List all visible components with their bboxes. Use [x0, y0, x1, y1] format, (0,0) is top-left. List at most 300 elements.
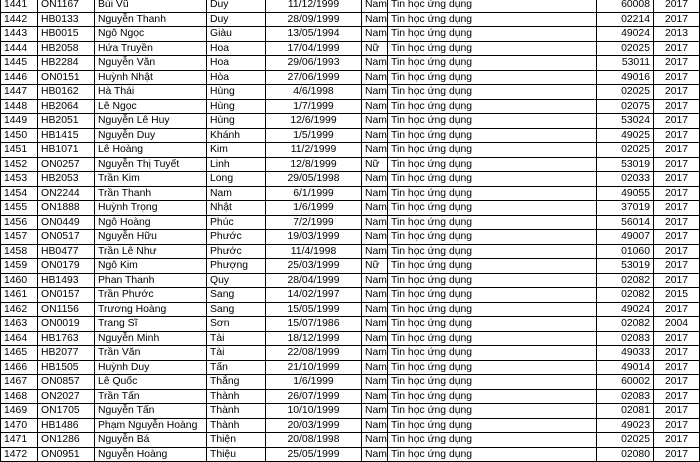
gender-cell: Nam — [362, 230, 388, 245]
given-name-cell: Sang — [207, 288, 266, 303]
code-cell: 49024 — [597, 302, 654, 317]
row-number-cell: 1464 — [1, 331, 38, 346]
birth-date-cell: 21/10/1999 — [266, 360, 362, 375]
major-cell: Tin học ứng dụng — [388, 143, 597, 158]
student-id-cell: HB0162 — [38, 85, 95, 100]
given-name-cell: Linh — [207, 157, 266, 172]
surname-cell: Nguyễn Lê Huy — [95, 114, 207, 129]
birth-date-cell: 28/04/1999 — [266, 273, 362, 288]
code-cell: 02082 — [597, 273, 654, 288]
major-cell: Tin học ứng dụng — [388, 230, 597, 245]
surname-cell: Trần Phước — [95, 288, 207, 303]
year-cell: 2017 — [654, 331, 700, 346]
student-id-cell: ON0157 — [38, 288, 95, 303]
birth-date-cell: 20/08/1998 — [266, 433, 362, 448]
table-row — [1, 85, 700, 100]
given-name-cell: Sơn — [207, 317, 266, 332]
given-name-cell: Phượng — [207, 259, 266, 274]
year-cell: 2017 — [654, 215, 700, 230]
given-name-cell: Nhật — [207, 201, 266, 216]
given-name-cell: Thành — [207, 404, 266, 419]
given-name-cell: Tấn — [207, 360, 266, 375]
year-cell: 2017 — [654, 375, 700, 390]
table-row — [1, 389, 700, 404]
given-name-cell: Long — [207, 172, 266, 187]
birth-date-cell: 26/07/1999 — [266, 389, 362, 404]
table-row — [1, 447, 700, 462]
year-cell: 2017 — [654, 244, 700, 259]
gender-cell: Nam — [362, 375, 388, 390]
year-cell: 2017 — [654, 346, 700, 361]
given-name-cell: Phúc — [207, 215, 266, 230]
given-name-cell: Sang — [207, 302, 266, 317]
code-cell: 53019 — [597, 157, 654, 172]
given-name-cell: Thiện — [207, 433, 266, 448]
row-number-cell: 1459 — [1, 259, 38, 274]
code-cell: 56014 — [597, 215, 654, 230]
table-row — [1, 186, 700, 201]
surname-cell: Trần Thanh — [95, 186, 207, 201]
student-id-cell: HB0477 — [38, 244, 95, 259]
year-cell: 2017 — [654, 259, 700, 274]
student-id-cell: ON2244 — [38, 186, 95, 201]
major-cell: Tin học ứng dụng — [388, 186, 597, 201]
roster-body — [1, 0, 700, 462]
gender-cell: Nữ — [362, 157, 388, 172]
gender-cell: Nam — [362, 331, 388, 346]
birth-date-cell: 11/12/1999 — [266, 0, 362, 12]
major-cell: Tin học ứng dụng — [388, 70, 597, 85]
gender-cell: Nam — [362, 143, 388, 158]
major-cell: Tin học ứng dụng — [388, 360, 597, 375]
code-cell: 02082 — [597, 288, 654, 303]
table-row — [1, 99, 700, 114]
student-id-cell: ON1705 — [38, 404, 95, 419]
table-row — [1, 404, 700, 419]
surname-cell: Nguyễn Hữu — [95, 230, 207, 245]
major-cell: Tin học ứng dụng — [388, 114, 597, 129]
major-cell: Tin học ứng dụng — [388, 389, 597, 404]
major-cell: Tin học ứng dụng — [388, 273, 597, 288]
year-cell: 2015 — [654, 288, 700, 303]
year-cell: 2017 — [654, 273, 700, 288]
given-name-cell: Hùng — [207, 85, 266, 100]
code-cell: 02083 — [597, 389, 654, 404]
row-number-cell: 1446 — [1, 70, 38, 85]
gender-cell: Nam — [362, 317, 388, 332]
table-row — [1, 157, 700, 172]
major-cell: Tin học ứng dụng — [388, 331, 597, 346]
row-number-cell: 1455 — [1, 201, 38, 216]
code-cell: 53011 — [597, 56, 654, 71]
birth-date-cell: 13/05/1994 — [266, 27, 362, 42]
student-id-cell: HB2053 — [38, 172, 95, 187]
table-row — [1, 56, 700, 71]
year-cell: 2017 — [654, 56, 700, 71]
year-cell: 2017 — [654, 143, 700, 158]
row-number-cell: 1466 — [1, 360, 38, 375]
row-number-cell: 1457 — [1, 230, 38, 245]
year-cell: 2017 — [654, 230, 700, 245]
birth-date-cell: 19/03/1999 — [266, 230, 362, 245]
student-id-cell: HB1505 — [38, 360, 95, 375]
student-id-cell: ON0019 — [38, 317, 95, 332]
code-cell: 02083 — [597, 331, 654, 346]
birth-date-cell: 29/05/1998 — [266, 172, 362, 187]
surname-cell: Hứa Truyền — [95, 41, 207, 56]
row-number-cell: 1462 — [1, 302, 38, 317]
table-row — [1, 12, 700, 27]
surname-cell: Huỳnh Trọng — [95, 201, 207, 216]
code-cell: 02025 — [597, 143, 654, 158]
table-row — [1, 433, 700, 448]
birth-date-cell: 15/05/1999 — [266, 302, 362, 317]
student-id-cell: ON0179 — [38, 259, 95, 274]
gender-cell: Nữ — [362, 259, 388, 274]
given-name-cell: Thiệu — [207, 447, 266, 462]
row-number-cell: 1451 — [1, 143, 38, 158]
surname-cell: Huỳnh Nhật — [95, 70, 207, 85]
major-cell: Tin học ứng dụng — [388, 157, 597, 172]
surname-cell: Phan Thanh — [95, 273, 207, 288]
gender-cell: Nam — [362, 12, 388, 27]
student-id-cell: ON1167 — [38, 0, 95, 12]
birth-date-cell: 15/07/1986 — [266, 317, 362, 332]
row-number-cell: 1471 — [1, 433, 38, 448]
table-row — [1, 302, 700, 317]
gender-cell: Nam — [362, 186, 388, 201]
table-row — [1, 317, 700, 332]
birth-date-cell: 17/04/1999 — [266, 41, 362, 56]
major-cell: Tin học ứng dụng — [388, 288, 597, 303]
student-id-cell: HB2051 — [38, 114, 95, 129]
year-cell: 2017 — [654, 114, 700, 129]
row-number-cell: 1463 — [1, 317, 38, 332]
year-cell: 2013 — [654, 27, 700, 42]
row-number-cell: 1460 — [1, 273, 38, 288]
code-cell: 02075 — [597, 99, 654, 114]
surname-cell: Nguyễn Tấn — [95, 404, 207, 419]
birth-date-cell: 10/10/1999 — [266, 404, 362, 419]
surname-cell: Nguyễn Thanh — [95, 12, 207, 27]
year-cell: 2017 — [654, 389, 700, 404]
given-name-cell: Phước — [207, 230, 266, 245]
surname-cell: Huỳnh Duy — [95, 360, 207, 375]
year-cell: 2017 — [654, 201, 700, 216]
birth-date-cell: 22/08/1999 — [266, 346, 362, 361]
code-cell: 01060 — [597, 244, 654, 259]
major-cell: Tin học ứng dụng — [388, 259, 597, 274]
table-row — [1, 259, 700, 274]
birth-date-cell: 4/6/1998 — [266, 85, 362, 100]
given-name-cell: Thành — [207, 389, 266, 404]
given-name-cell: Thắng — [207, 375, 266, 390]
birth-date-cell: 1/5/1999 — [266, 128, 362, 143]
birth-date-cell: 1/6/1999 — [266, 375, 362, 390]
surname-cell: Lê Ngọc — [95, 99, 207, 114]
table-row — [1, 288, 700, 303]
table-row — [1, 172, 700, 187]
birth-date-cell: 12/8/1999 — [266, 157, 362, 172]
gender-cell: Nữ — [362, 41, 388, 56]
birth-date-cell: 1/7/1999 — [266, 99, 362, 114]
table-row — [1, 70, 700, 85]
student-id-cell: HB1415 — [38, 128, 95, 143]
major-cell: Tin học ứng dụng — [388, 375, 597, 390]
given-name-cell: Duy — [207, 0, 266, 12]
birth-date-cell: 18/12/1999 — [266, 331, 362, 346]
year-cell: 2017 — [654, 85, 700, 100]
given-name-cell: Tài — [207, 346, 266, 361]
given-name-cell: Hùng — [207, 114, 266, 129]
gender-cell: Nam — [362, 56, 388, 71]
code-cell: 49055 — [597, 186, 654, 201]
gender-cell: Nam — [362, 215, 388, 230]
gender-cell: Nam — [362, 433, 388, 448]
major-cell: Tin học ứng dụng — [388, 172, 597, 187]
student-id-cell: HB0015 — [38, 27, 95, 42]
major-cell: Tin học ứng dụng — [388, 346, 597, 361]
gender-cell: Nam — [362, 70, 388, 85]
student-id-cell: ON0449 — [38, 215, 95, 230]
table-row — [1, 230, 700, 245]
surname-cell: Nguyễn Văn — [95, 56, 207, 71]
major-cell: Tin học ứng dụng — [388, 0, 597, 12]
gender-cell: Nam — [362, 172, 388, 187]
code-cell: 53024 — [597, 114, 654, 129]
major-cell: Tin học ứng dụng — [388, 85, 597, 100]
gender-cell: Nam — [362, 128, 388, 143]
gender-cell: Nam — [362, 346, 388, 361]
birth-date-cell: 6/1/1999 — [266, 186, 362, 201]
student-id-cell: HB0133 — [38, 12, 95, 27]
row-number-cell: 1441 — [1, 0, 38, 12]
student-id-cell: ON0151 — [38, 70, 95, 85]
table-row — [1, 418, 700, 433]
surname-cell: Nguyễn Duy — [95, 128, 207, 143]
code-cell: 02033 — [597, 172, 654, 187]
birth-date-cell: 25/05/1999 — [266, 447, 362, 462]
student-id-cell: ON2027 — [38, 389, 95, 404]
row-number-cell: 1452 — [1, 157, 38, 172]
gender-cell: Nam — [362, 27, 388, 42]
major-cell: Tin học ứng dụng — [388, 244, 597, 259]
row-number-cell: 1461 — [1, 288, 38, 303]
major-cell: Tin học ứng dụng — [388, 12, 597, 27]
student-id-cell: HB1763 — [38, 331, 95, 346]
birth-date-cell: 11/2/1999 — [266, 143, 362, 158]
year-cell: 2017 — [654, 404, 700, 419]
year-cell: 2017 — [654, 12, 700, 27]
surname-cell: Nguyễn Thị Tuyết — [95, 157, 207, 172]
code-cell: 02025 — [597, 433, 654, 448]
code-cell: 49025 — [597, 128, 654, 143]
row-number-cell: 1469 — [1, 404, 38, 419]
given-name-cell: Phước — [207, 244, 266, 259]
student-id-cell: ON0857 — [38, 375, 95, 390]
year-cell: 2004 — [654, 317, 700, 332]
gender-cell: Nam — [362, 288, 388, 303]
major-cell: Tin học ứng dụng — [388, 215, 597, 230]
table-row — [1, 27, 700, 42]
major-cell: Tin học ứng dụng — [388, 41, 597, 56]
given-name-cell: Giàu — [207, 27, 266, 42]
code-cell: 02080 — [597, 447, 654, 462]
row-number-cell: 1467 — [1, 375, 38, 390]
major-cell: Tin học ứng dụng — [388, 447, 597, 462]
major-cell: Tin học ứng dụng — [388, 317, 597, 332]
surname-cell: Trần Văn — [95, 346, 207, 361]
student-id-cell: ON1888 — [38, 201, 95, 216]
row-number-cell: 1442 — [1, 12, 38, 27]
given-name-cell: Hoa — [207, 56, 266, 71]
year-cell: 2017 — [654, 447, 700, 462]
given-name-cell: Quy — [207, 273, 266, 288]
gender-cell: Nam — [362, 85, 388, 100]
year-cell: 2017 — [654, 186, 700, 201]
surname-cell: Ngô Kim — [95, 259, 207, 274]
surname-cell: Nguyễn Hoàng — [95, 447, 207, 462]
surname-cell: Phạm Nguyễn Hoàng — [95, 418, 207, 433]
major-cell: Tin học ứng dụng — [388, 302, 597, 317]
gender-cell: Nam — [362, 360, 388, 375]
birth-date-cell: 11/4/1998 — [266, 244, 362, 259]
code-cell: 02214 — [597, 12, 654, 27]
given-name-cell: Hòa — [207, 70, 266, 85]
birth-date-cell: 29/06/1993 — [266, 56, 362, 71]
student-id-cell: HB2064 — [38, 99, 95, 114]
student-id-cell: ON0257 — [38, 157, 95, 172]
table-row — [1, 215, 700, 230]
surname-cell: Ngô Hoàng — [95, 215, 207, 230]
row-number-cell: 1465 — [1, 346, 38, 361]
birth-date-cell: 27/06/1999 — [266, 70, 362, 85]
table-row — [1, 360, 700, 375]
code-cell: 02025 — [597, 85, 654, 100]
major-cell: Tin học ứng dụng — [388, 128, 597, 143]
given-name-cell: Khánh — [207, 128, 266, 143]
year-cell: 2017 — [654, 302, 700, 317]
code-cell: 53019 — [597, 259, 654, 274]
row-number-cell: 1456 — [1, 215, 38, 230]
given-name-cell: Tài — [207, 331, 266, 346]
year-cell: 2017 — [654, 41, 700, 56]
student-id-cell: ON1156 — [38, 302, 95, 317]
row-number-cell: 1453 — [1, 172, 38, 187]
code-cell: 49024 — [597, 27, 654, 42]
table-row — [1, 128, 700, 143]
gender-cell: Nam — [362, 0, 388, 12]
year-cell: 2017 — [654, 157, 700, 172]
given-name-cell: Thành — [207, 418, 266, 433]
major-cell: Tin học ứng dụng — [388, 404, 597, 419]
row-number-cell: 1472 — [1, 447, 38, 462]
gender-cell: Nam — [362, 201, 388, 216]
gender-cell: Nam — [362, 244, 388, 259]
code-cell: 60008 — [597, 0, 654, 12]
year-cell: 2017 — [654, 172, 700, 187]
code-cell: 37019 — [597, 201, 654, 216]
code-cell: 49016 — [597, 70, 654, 85]
gender-cell: Nam — [362, 114, 388, 129]
major-cell: Tin học ứng dụng — [388, 418, 597, 433]
code-cell: 49007 — [597, 230, 654, 245]
given-name-cell: Kim — [207, 143, 266, 158]
row-number-cell: 1449 — [1, 114, 38, 129]
major-cell: Tin học ứng dụng — [388, 27, 597, 42]
birth-date-cell: 12/6/1999 — [266, 114, 362, 129]
student-id-cell: HB2284 — [38, 56, 95, 71]
given-name-cell: Hùng — [207, 99, 266, 114]
year-cell: 2017 — [654, 128, 700, 143]
surname-cell: Trang Sĩ — [95, 317, 207, 332]
year-cell: 2017 — [654, 70, 700, 85]
table-row — [1, 244, 700, 259]
code-cell: 49033 — [597, 346, 654, 361]
surname-cell: Lê Hoàng — [95, 143, 207, 158]
table-row — [1, 273, 700, 288]
major-cell: Tin học ứng dụng — [388, 201, 597, 216]
given-name-cell: Hoa — [207, 41, 266, 56]
row-number-cell: 1454 — [1, 186, 38, 201]
birth-date-cell: 14/02/1997 — [266, 288, 362, 303]
surname-cell: Hà Thái — [95, 85, 207, 100]
major-cell: Tin học ứng dụng — [388, 433, 597, 448]
surname-cell: Bùi Vũ — [95, 0, 207, 12]
surname-cell: Trần Tấn — [95, 389, 207, 404]
row-number-cell: 1444 — [1, 41, 38, 56]
code-cell: 02081 — [597, 404, 654, 419]
gender-cell: Nam — [362, 99, 388, 114]
code-cell: 02082 — [597, 317, 654, 332]
table-row — [1, 375, 700, 390]
gender-cell: Nam — [362, 273, 388, 288]
gender-cell: Nam — [362, 418, 388, 433]
given-name-cell: Duy — [207, 12, 266, 27]
table-row — [1, 41, 700, 56]
year-cell: 2017 — [654, 433, 700, 448]
surname-cell: Nguyễn Minh — [95, 331, 207, 346]
major-cell: Tin học ứng dụng — [388, 56, 597, 71]
birth-date-cell: 28/09/1999 — [266, 12, 362, 27]
surname-cell: Trần Lê Như — [95, 244, 207, 259]
table-row — [1, 331, 700, 346]
row-number-cell: 1470 — [1, 418, 38, 433]
gender-cell: Nam — [362, 404, 388, 419]
gender-cell: Nam — [362, 447, 388, 462]
code-cell: 49014 — [597, 360, 654, 375]
birth-date-cell: 25/03/1999 — [266, 259, 362, 274]
surname-cell: Ngô Ngọc — [95, 27, 207, 42]
year-cell: 2017 — [654, 99, 700, 114]
major-cell: Tin học ứng dụng — [388, 99, 597, 114]
row-number-cell: 1447 — [1, 85, 38, 100]
row-number-cell: 1445 — [1, 56, 38, 71]
surname-cell: Lê Quốc — [95, 375, 207, 390]
row-number-cell: 1450 — [1, 128, 38, 143]
row-number-cell: 1468 — [1, 389, 38, 404]
gender-cell: Nam — [362, 302, 388, 317]
table-row — [1, 346, 700, 361]
student-id-cell: ON1286 — [38, 433, 95, 448]
student-id-cell: HB1493 — [38, 273, 95, 288]
row-number-cell: 1448 — [1, 99, 38, 114]
table-row — [1, 201, 700, 216]
year-cell: 2017 — [654, 0, 700, 12]
code-cell: 60002 — [597, 375, 654, 390]
student-id-cell: HB2058 — [38, 41, 95, 56]
year-cell: 2017 — [654, 418, 700, 433]
